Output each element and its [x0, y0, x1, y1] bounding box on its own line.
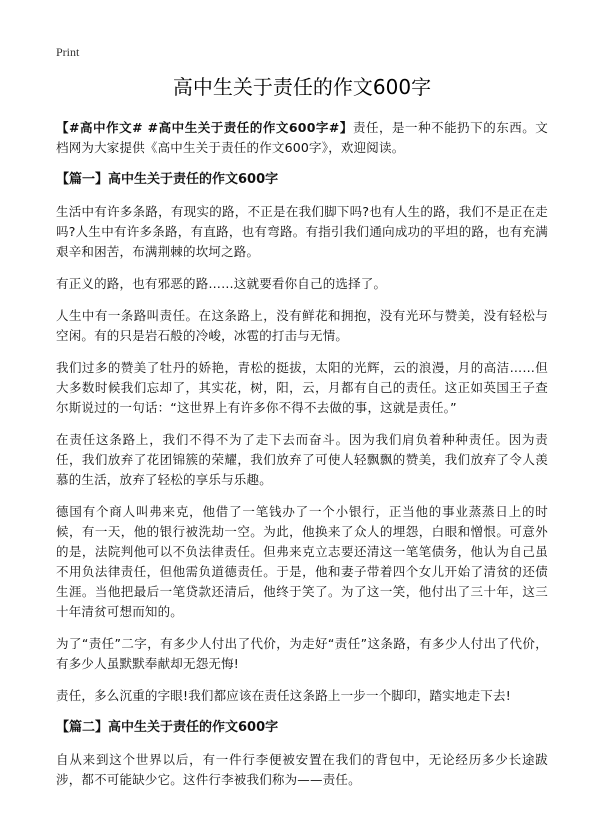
- section-1-paragraph: 在责任这条路上，我们不得不为了走下去而奋斗。因为我们肩负着种种责任。因为责任，我们放弃了花团锦簇的荣耀，我们放弃了可使人轻飘飘的赞美，我们放弃了令人羡慕的生活，放弃了轻松的享乐与乐趣。: [56, 432, 548, 487]
- section-1-paragraph: 我们过多的赞美了牡丹的娇艳，青松的挺拔，太阳的光辉，云的浪漫，月的高洁……但大多数时候我们忘却了，其实花，树，阳，云，月都有自己的责任。这正如英国王子查尔斯说过的一句话：“这世界上有许多你不得不去做的事，这就是责任。”: [56, 360, 548, 415]
- print-label: Print: [56, 45, 80, 59]
- section-1-paragraph: 德国有个商人叫弗来克，他借了一笔钱办了一个小银行，正当他的事业蒸蒸日上的时候，有一天，他的银行被洗劫一空。为此，他换来了众人的埋怨，白眼和憎恨。可意外的是，法院判他可以不负法律责任。但弗来克立志要还清这一笔笔债务，他认为自己虽不用负法律责任，但他需负道德责任。于是，他和妻子带着四个女儿开始了清贫的还债生涯。当他把最后一笔贷款还清后，他终于笑了。为了这一笑，他付出了三十年，这三十年清贫可想而知的。: [56, 504, 548, 619]
- page-title: 高中生关于责任的作文600字: [172, 75, 432, 99]
- section-heading-2: 【篇二】高中生关于责任的作文600字: [56, 720, 279, 735]
- intro-paragraph: [56, 118, 548, 158]
- section-1-paragraph: 为了“责任”二字，有多少人付出了代价，为走好“责任”这条路，有多少人付出了代价，有多少人虽默默奉献却无怨无悔!: [56, 636, 548, 671]
- intro-text: 责任，是一种不能扔下的东西。文档网为大家提供《高中生关于责任的作文600字》，欢迎阅读。: [56, 120, 548, 155]
- section-heading-1: 【篇一】高中生关于责任的作文600字: [56, 172, 279, 187]
- intro-tag: 【#高中作文# #高中生关于责任的作文600字#】: [56, 120, 353, 135]
- section-1-paragraph: 生活中有许多条路，有现实的路，不正是在我们脚下吗?也有人生的路，我们不是正在走吗?人生中有许多条路，有直路，也有弯路。有指引我们通向成功的平坦的路，也有充满艰辛和困苦，布满荆棘的坎坷之路。: [56, 204, 548, 259]
- section-2-paragraph: 自从来到这个世界以后，有一件行李便被安置在我们的背包中，无论经历多少长途跋涉，都不可能缺少它。这件行李被我们称为——责任。: [56, 752, 548, 787]
- section-1-paragraph: 有正义的路，也有邪恶的路……这就要看你自己的选择了。: [56, 276, 387, 291]
- section-1-paragraph: 人生中有一条路叫责任。在这条路上，没有鲜花和拥抱，没有光环与赞美，没有轻松与空闲。有的只是岩石般的冷峻，冰雹的打击与无情。: [56, 308, 548, 343]
- section-1-paragraph: 责任，多么沉重的字眼!我们都应该在责任这条路上一步一个脚印，踏实地走下去!: [56, 688, 511, 703]
